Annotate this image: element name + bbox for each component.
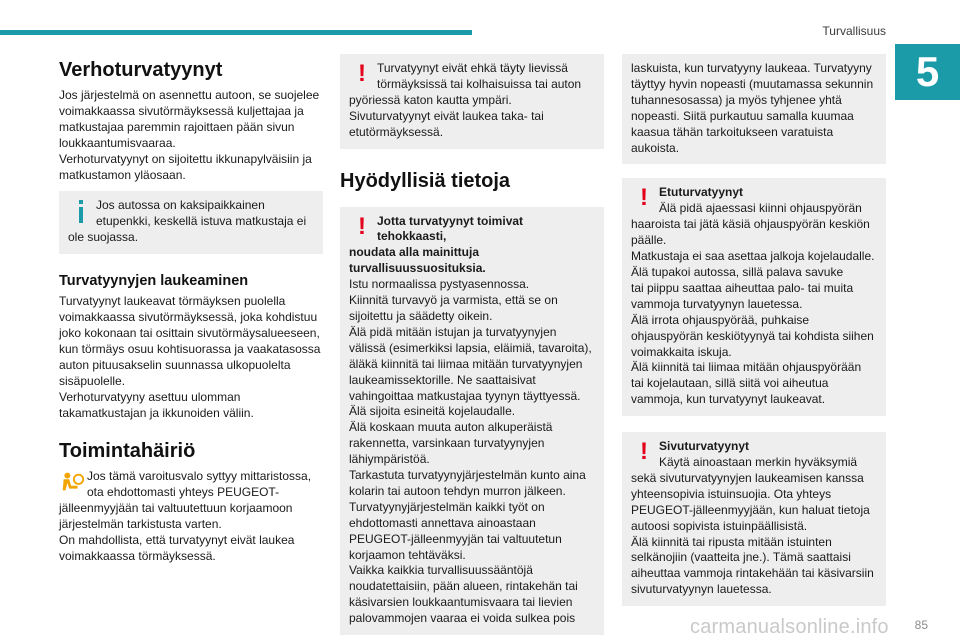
front-airbags-title: Etuturvatyynyt: [659, 185, 744, 200]
section-label: Turvallisuus: [822, 24, 886, 38]
continuation-text: laskuista, kun turvatyyny laukeaa. Turvatyyny täyttyy hyvin nopeasti (muutamassa sekunnin tuhannesosassa) ja myös tyhjenee yhtä nopeasti. Siitä purkautuu samalla kuumaa kaasua tähän tarkoitukseen varatuista aukoista.: [631, 61, 874, 155]
section-title-malfunction: Toimintahäiriö: [59, 440, 196, 463]
watermark: carmanualsonline.info: [690, 616, 889, 638]
safety-recommendations-text: Istu normaalissa pystyasennossa. Kiinnitä turvavyö ja varmista, että se on sijoitettu ja säädetty oikein. Älä pidä mitään istujan ja turvatyynyjen välissä (esimerkiksi lapsia, eläimiä, tavaroita), äläkä kiinnitä tai liimaa mitään turvatyynyjen laukeamissektorille. Ne saattaisivat vahingoittaa matkustajaa tyynyn täyttyessä. Älä sijoita esineitä kojelaudalle. Älä koskaan muuta auton alkuperäistä rakennetta, varsinkaan turvatyynyjen lähiympäristöä. Tarkastuta turvatyynyjärjestelmän kunto aina kolarin tai autoon tehdyn murron jälkeen. Turvatyynyjärjestelmän kaikki työt on ehdottomasti annettava ainoastaan PEUGEOT-jälleenmyyjän tai valtuutetun korjaamon tehtäväksi. Vaikka kaikkia turvallisuussääntöjä noudatettaisiin, pään alueen, rintakehän tai käsivarsien loukkaantumisvaara tai lievien palovammojen vaaraa ei voida sulkea pois: [349, 277, 592, 626]
warning-box-deployment: [340, 54, 604, 149]
warning-box-safety-recommendations: [340, 207, 604, 636]
warning-box-front-airbags: [622, 178, 886, 416]
side-airbags-title: Sivuturvatyynyt: [659, 439, 750, 454]
header-accent-bar: [0, 30, 472, 35]
warning-icon: !: [640, 184, 648, 212]
warning-box-deployment-text: Turvatyynyt eivät ehkä täyty lievissä törmäyksissä tai kolhaisuissa tai auton pyöriessä katon kautta ympäri. Sivuturvatyynyt eivät laukea taka- tai etutörmäyksessä.: [349, 61, 582, 139]
curtain-airbags-intro: Jos järjestelmä on asennettu autoon, se suojelee voimakkaassa sivutörmäyksessä kuljettajaa ja matkustajaa paremmin rajoittaen pään sivun loukkaantumisvaaraa. Verhoturvatyynyt on sijoitettu ikkunapylväisiin ja matkustamon yläosaan.: [59, 88, 320, 182]
info-box-text: Jos autossa on kaksipaikkainen etupenkki, keskellä istuva matkustaja ei ole suojassa.: [68, 198, 307, 245]
warning-box-side-airbags: [622, 432, 886, 606]
deployment-text: Turvatyynyt laukeavat törmäyksen puolella voimakkaassa sivutörmäyksessä, joka kohdistuu joko kokonaan tai osittain sivutörmäysalueeseen, kun törmäys osuu kohtisuorassa ja vaakatasossa auton pituusakselin suunnassa ulkopuolelta sisäpuolelle. Verhoturvatyyny asettuu ulomman takamatkustajan ja ikkunoiden väliin.: [59, 294, 321, 420]
front-airbags-text: Älä pidä ajaessasi kiinni ohjauspyörän haaroista tai jätä käsiä ohjauspyörän keskiön päälle. Matkustaja ei saa asettaa jalkoja kojelaudalle. Älä tupakoi autossa, sillä palava savuke tai piippu saattaa aiheuttaa palo- tai muita vammoja turvatyynyn lauetessa. Älä irrota ohjauspyörää, puhkaise ohjauspyörän keskiötyynyä tai kohdista siihen voimakkaita iskuja. Älä kiinnitä tai liimaa mitään ohjauspyörään tai kojelautaan, sillä siitä voi aiheutua vammoja, kun turvatyynyt laukeavat.: [631, 201, 875, 407]
airbag-warning-lamp-icon: [59, 469, 85, 499]
malfunction-block: [59, 469, 323, 564]
continuation-box: [622, 54, 886, 164]
warning-icon: !: [640, 438, 648, 466]
section-title-useful-info: Hyödyllisiä tietoja: [340, 169, 511, 192]
section-title-curtain-airbags: Verhoturvatyynyt: [59, 59, 223, 81]
page-number: 85: [914, 618, 928, 632]
warning-icon: !: [358, 60, 366, 87]
info-box: [59, 191, 323, 254]
chapter-tab: 5: [895, 44, 960, 100]
warning-icon: !: [358, 212, 366, 240]
column-2: [340, 54, 604, 635]
side-airbags-text: Käytä ainoastaan merkin hyväksymiä sekä sivuturvatyynyjen laukeamisen kanssa yhteensopivia istuinsuojia. Ota yhteys PEUGEOT-jälleenmyyjään, kun haluat tietoja autoosi sopivista istuinpäällisistä. Älä kiinnitä tai ripusta mitään istuinten selkänojiin (vaatteita jne.). Tämä saattaisi aiheuttaa vammoja rintakehään tai käsivarsiin sivuturvatyynyn lauetessa.: [631, 455, 874, 597]
column-1: [59, 54, 323, 565]
malfunction-text: Jos tämä varoitusvalo syttyy mittaristossa, ota ehdottomasti yhteys PEUGEOT- jälleenmyyjään tai valtuutettuun korjaamoon järjestelmän tarkistusta varten. On mahdollista, että turvatyynyt eivät laukea voimakkaassa törmäyksessä.: [59, 469, 312, 563]
info-icon: [68, 198, 94, 228]
section-title-deployment: Turvatyynyjen laukeaminen: [59, 273, 249, 290]
safety-recommendations-heading: Jotta turvatyynyt toimivat tehokkaasti, noudata alla mainittuja turvallisuussuosituksia.: [349, 213, 524, 276]
column-3: [622, 54, 886, 606]
